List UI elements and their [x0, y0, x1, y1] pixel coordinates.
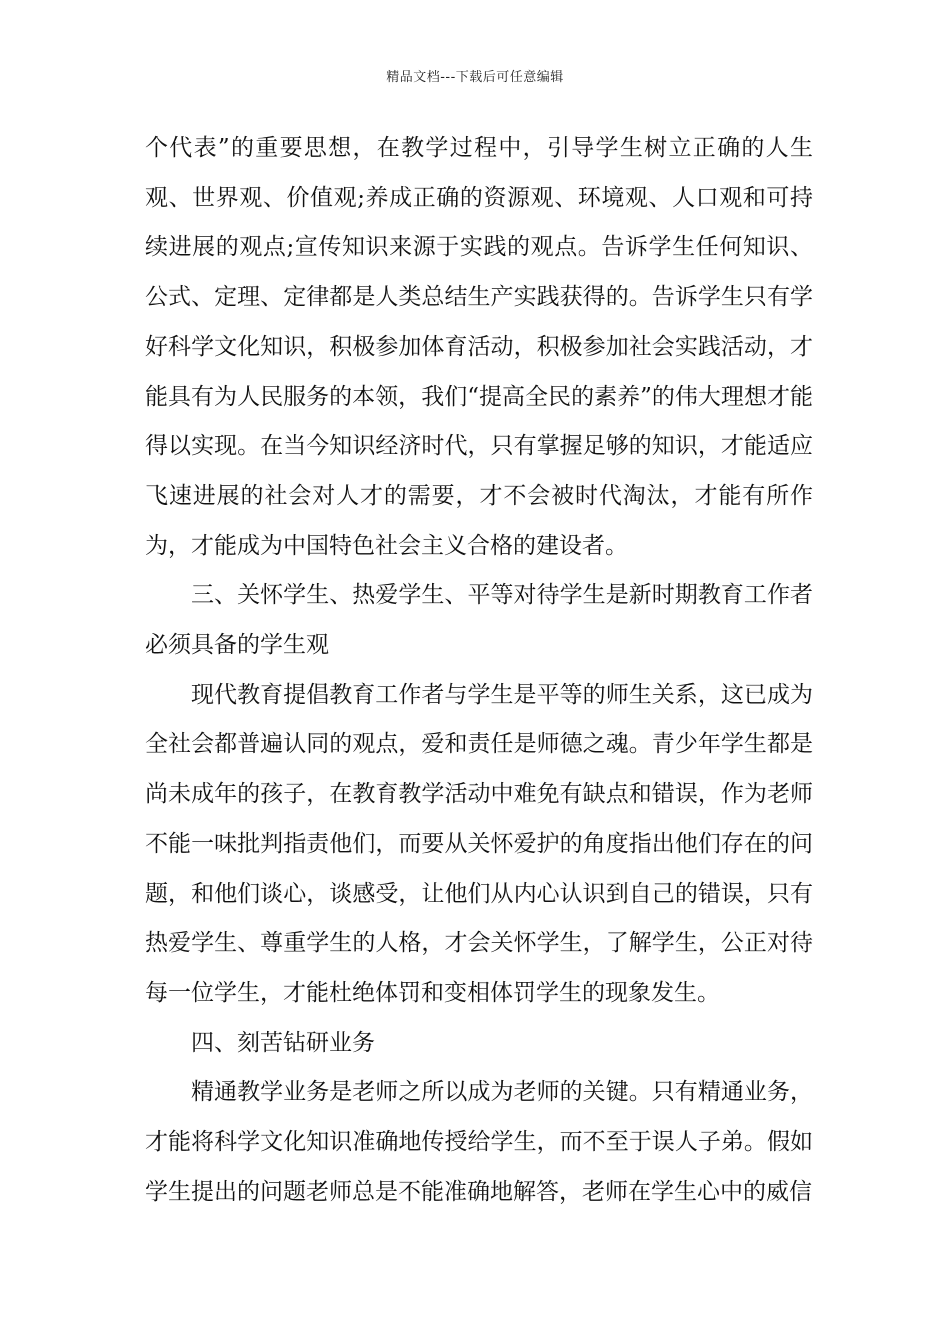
- paragraph-1: 个代表”的重要思想，在教学过程中，引导学生树立正确的人生观、世界观、价值观;养成正确的资源观、环境观、人口观和可持续进展的观点;宣传知识来源于实践的观点。告诉学生任何知识、公式、定理、定律都是人类总结生产实践获得的。告诉学生只有学好科学文化知识，积极参加体育活动，积极参加社会实践活动，才能具有为人民服务的本领，我们“提高全民的素养”的伟大理想才能得以实现。在当今知识经济时代，只有掌握足够的知识，才能适应飞速进展的社会对人才的需要，才不会被时代淘汰，才能有所作为，才能成为中国特色社会主义合格的建设者。: [145, 135, 813, 559]
- paragraph-3: 精通教学业务是老师之所以成为老师的关键。只有精通业务，才能将科学文化知识准确地传授给学生，而不至于误人子弟。假如学生提出的问题老师总是不能准确地解答，老师在学生心中的威信: [145, 1079, 813, 1205]
- page-header: 精品文档---下载后可任意编辑: [386, 70, 564, 85]
- section-heading-4: 四、刻苦钻研业务: [191, 1029, 375, 1056]
- paragraph-2: 现代教育提倡教育工作者与学生是平等的师生关系，这已成为全社会都普遍认同的观点，爱和责任是师德之魂。青少年学生都是尚未成年的孩子，在教育教学活动中难免有缺点和错误，作为老师不能一味批判指责他们，而要从关怀爱护的角度指出他们存在的问题，和他们谈心，谈感受，让他们从内心认识到自己的错误，只有热爱学生、尊重学生的人格，才会关怀学生，了解学生，公正对待每一位学生，才能杜绝体罚和变相体罚学生的现象发生。: [145, 681, 813, 1006]
- section-heading-3: 三、关怀学生、热爱学生、平等对待学生是新时期教育工作者必须具备的学生观: [145, 582, 813, 659]
- document-body: [145, 124, 813, 1217]
